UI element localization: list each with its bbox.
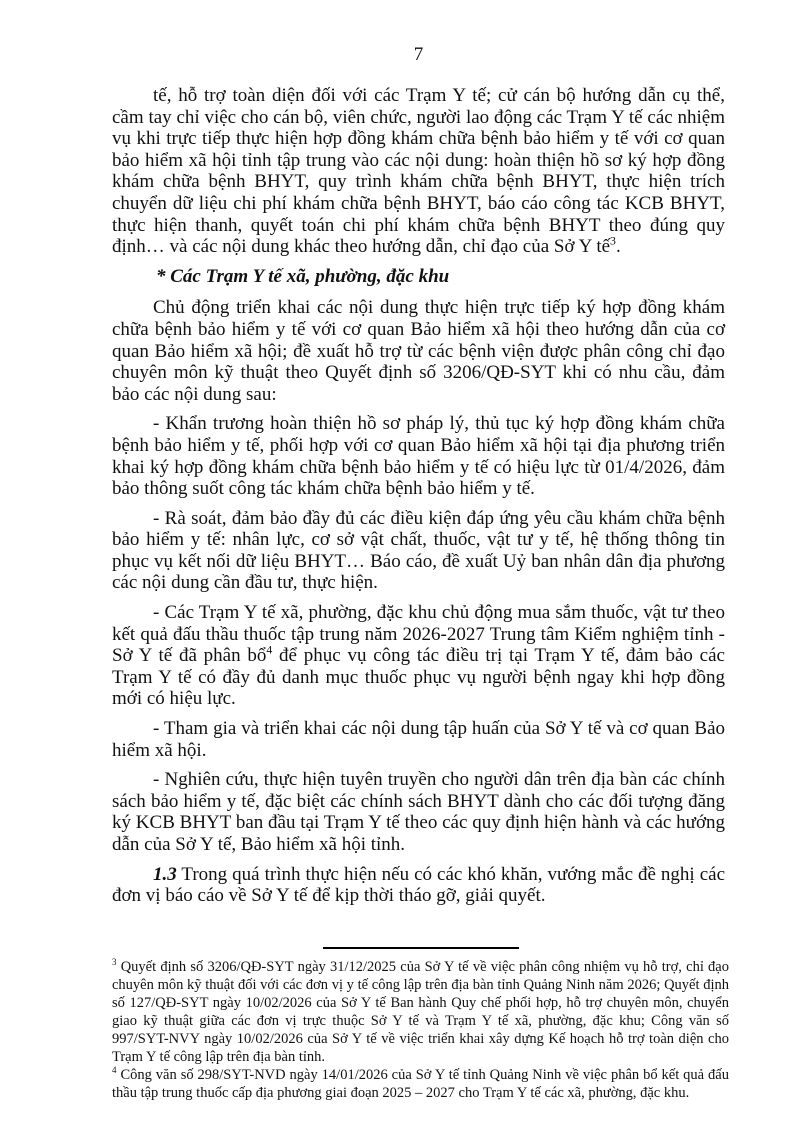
para-chu-dong-trien-khai	[112, 297, 725, 405]
text-run: .	[615, 236, 621, 258]
text-run: - Tham gia và triển khai các nội dung tập huấn của Sở Y tế và cơ quan Bảo hiểm xã hội.	[112, 718, 725, 761]
footnote-separator	[323, 947, 519, 949]
para-ra-soat	[112, 508, 725, 594]
text-run: Chủ động triển khai các nội dung thực hiện trực tiếp ký hợp đồng khám chữa bệnh bảo hiểm y tế với cơ quan Bảo hiểm xã hội theo hướng dẫn của cơ quan Bảo hiểm xã hội; đề xuất hỗ trợ từ các bệnh viện được phân công chỉ đạo chuyên môn kỹ thuật theo Quyết định số 3206/QĐ-SYT khi có nhu cầu, đảm bảo các nội dung sau:	[112, 297, 725, 405]
footnote-marker-3: 3	[112, 957, 117, 968]
text-run: 1.3	[153, 863, 177, 885]
footnotes-list	[112, 958, 729, 1102]
text-run: tế, hỗ trợ toàn diện đối với các Trạm Y tế; cử cán bộ hướng dẫn cụ thể, cầm tay chỉ việc cho cán bộ, viên chức, người lao động các Trạm Y tế các nhiệm vụ khi trực tiếp thực hiện hợp đồng khám chữa bệnh bảo hiểm y tế với cơ quan bảo hiểm xã hội tỉnh tập trung vào các nội dung: hoàn thiện hồ sơ ký hợp đồng khám chữa bệnh BHYT, quy trình khám chữa bệnh BHYT, thực hiện trích chuyển dữ liệu chi phí khám chữa bệnh BHYT, báo cáo công tác KCB BHYT, thực hiện thanh, quyết toán chi phí khám chữa bệnh BHYT theo đúng quy định… và các nội dung khác theo hướng dẫn, chỉ đạo của Sở Y tế	[112, 85, 725, 258]
heading-cac-tram-y-te	[112, 266, 725, 288]
para-ho-tro-toan-dien	[112, 85, 725, 258]
para-mua-sam-thuoc	[112, 602, 725, 710]
footnote-ref-3: 3	[610, 234, 616, 248]
text-run: * Các Trạm Y tế xã, phường, đặc khu	[156, 265, 450, 287]
footnote-text: Công văn số 298/SYT-NVD ngày 14/01/2026 của Sở Y tế tỉnh Quảng Ninh về việc phân bổ kết quả đấu thầu tập trung thuốc cấp địa phương giai đoạn 2025 – 2027 cho Trạm Y tế các xã, phường, đặc khu.	[112, 1067, 729, 1101]
text-run: - Nghiên cứu, thực hiện tuyên truyền cho người dân trên địa bàn các chính sách bảo hiểm y tế, đặc biệt các chính sách BHYT dành cho các đối tượng đăng ký KCB BHYT ban đầu tại Trạm Y tế theo các quy định hiện hành và các hướng dẫn của Sở Y tế, Bảo hiểm xã hội tỉnh.	[112, 769, 725, 855]
para-khan-truong-hoan-thien	[112, 413, 725, 499]
para-1-3-kho-khan-vuong-mac	[112, 864, 725, 907]
text-run: để phục vụ công tác điều trị tại Trạm Y tế, đảm bảo các Trạm Y tế có đầy đủ danh mục thuốc phục vụ người bệnh ngay khi hợp đồng mới có hiệu lực.	[112, 645, 725, 710]
text-run: - Các Trạm Y tế xã, phường, đặc khu chủ động mua sắm thuốc, vật tư theo kết quả đấu thầu thuốc tập trung năm 2026-2027 Trung tâm Kiểm nghiệm tỉnh - Sở Y tế đã phân bổ	[112, 602, 725, 667]
text-run: Trong quá trình thực hiện nếu có các khó khăn, vướng mắc đề nghị các đơn vị báo cáo về Sở Y tế để kịp thời tháo gỡ, giải quyết.	[112, 863, 725, 907]
text-run: - Rà soát, đảm bảo đầy đủ các điều kiện đáp ứng yêu cầu khám chữa bệnh bảo hiểm y tế: nhân lực, cơ sở vật chất, thuốc, vật tư y tế, hệ thống thông tin phục vụ kết nối dữ liệu BHYT… Báo cáo, đề xuất Uỷ ban nhân dân địa phương các nội dung cần đầu tư, thực hiện.	[112, 507, 725, 594]
para-nghien-cuu-tuyen-truyen	[112, 769, 725, 855]
footnote-text: Quyết định số 3206/QĐ-SYT ngày 31/12/2025 của Sở Y tế về việc phân công nhiệm vụ hỗ trợ, chỉ đạo chuyên môn kỹ thuật đối với các đơn vị y tế công lập trên địa bàn tỉnh Quảng Ninh năm 2026; Quyết định số 127/QĐ-SYT ngày 10/02/2026 của Sở Y tế Ban hành Quy chế phối hợp, hỗ trợ chuyên môn, chuyển giao kỹ thuật giữa các đơn vị trực thuộc Sở Y tế và Trạm Y tế xã, phường, đặc khu; Công văn số 997/SYT-NVY ngày 10/02/2026 của Sở Y tế về việc triển khai xây dựng Kế hoạch hỗ trợ toàn diện cho Trạm Y tế công lập trên địa bàn tỉnh.	[112, 959, 729, 1065]
footnotes-section	[112, 947, 729, 1102]
document-body	[112, 85, 725, 915]
text-run: - Khẩn trương hoàn thiện hồ sơ pháp lý, thủ tục ký hợp đồng khám chữa bệnh bảo hiểm y tế, phối hợp với cơ quan Bảo hiểm xã hội tại địa phương triển khai ký hợp đồng khám chữa bệnh bảo hiểm y tế có hiệu lực từ 01/4/2026, đảm bảo thông suốt công tác khám chữa bệnh bảo hiểm y tế.	[112, 413, 725, 500]
para-tham-gia-tap-huan	[112, 718, 725, 761]
footnote-ref-4: 4	[266, 643, 273, 657]
footnote-3	[112, 958, 729, 1066]
footnote-marker-4: 4	[112, 1065, 117, 1076]
page-number: 7	[413, 44, 424, 65]
footnote-4	[112, 1066, 729, 1102]
